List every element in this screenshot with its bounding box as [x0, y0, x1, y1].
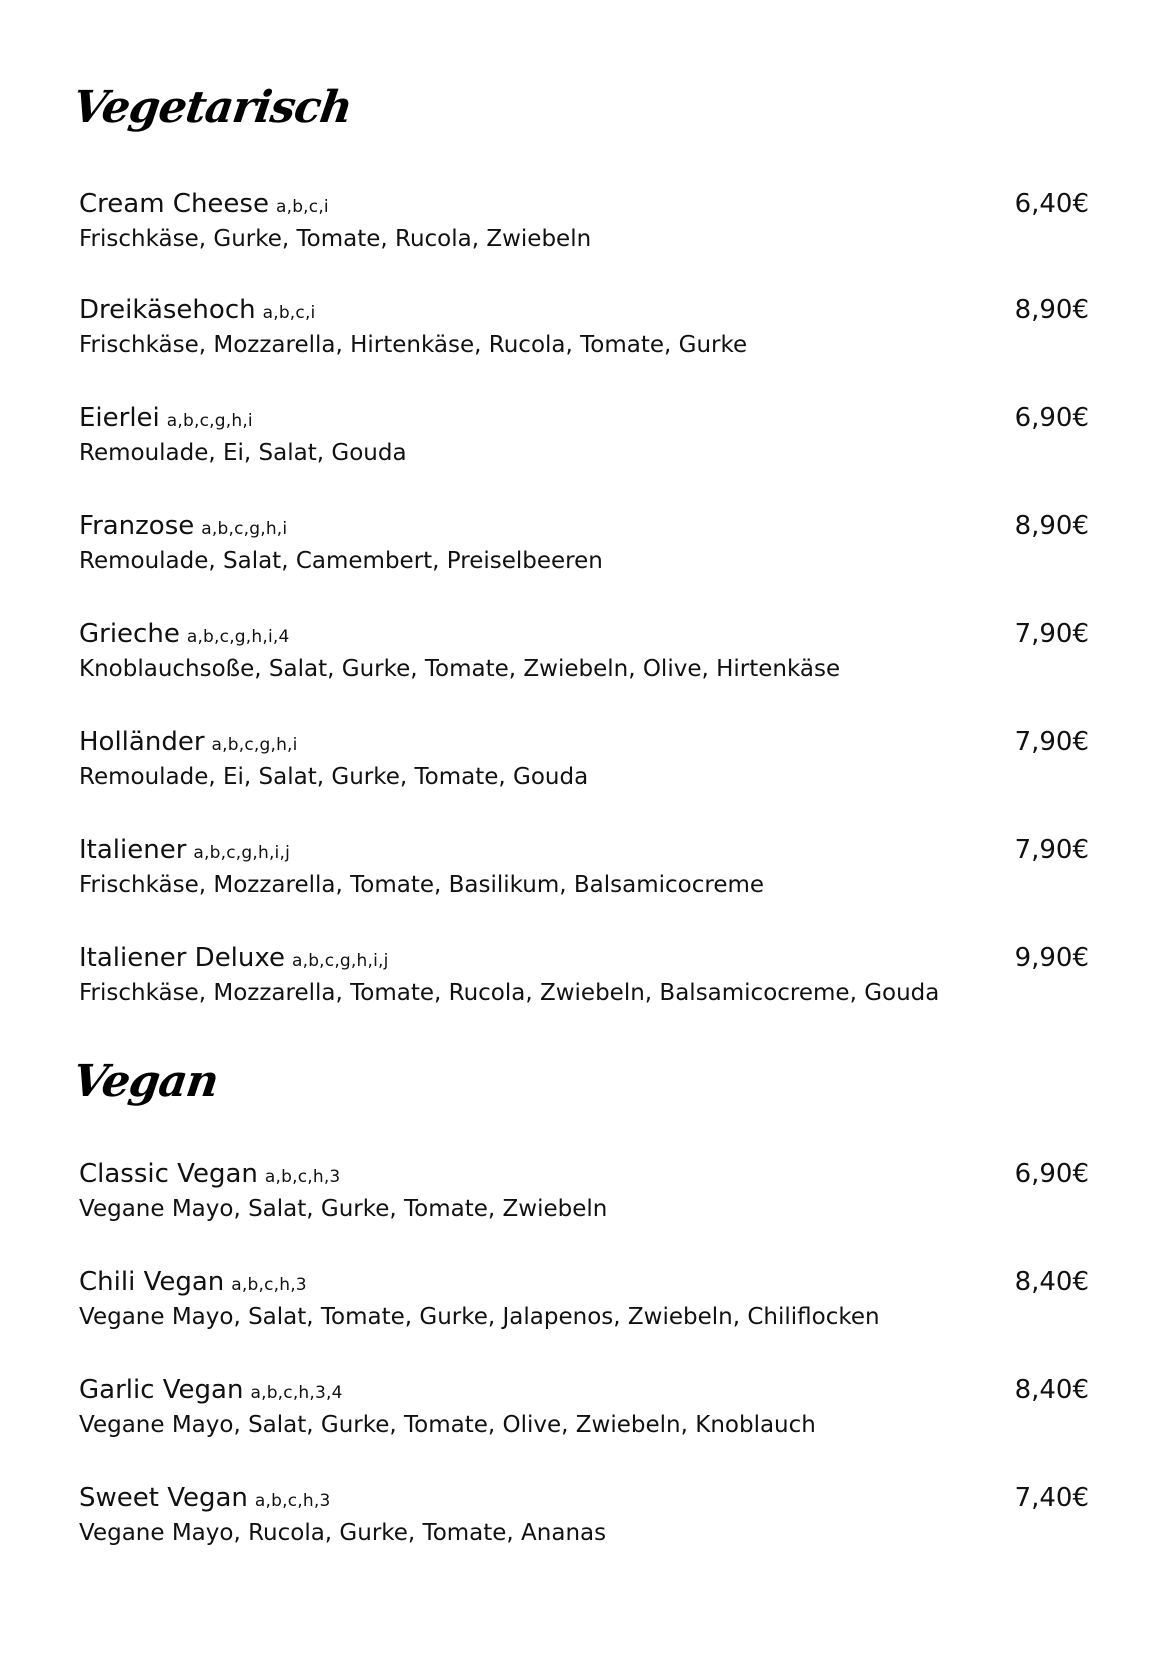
menu-item-garlic-vegan: [79, 1374, 1089, 1444]
item-name: Sweet Vegan: [79, 1483, 248, 1513]
allergen-codes: a,b,c,h,3: [231, 1275, 307, 1295]
menu-item-chili-vegan: [79, 1266, 1089, 1336]
item-name: Chili Vegan: [79, 1267, 225, 1297]
item-name: Italiener: [79, 835, 187, 865]
item-name: Garlic Vegan: [79, 1375, 244, 1405]
item-title-line: [79, 1374, 343, 1409]
section-title-vegan: Vegan: [69, 1056, 222, 1107]
item-price: 7,90€: [1014, 619, 1089, 649]
allergen-codes: a,b,c,h,3,4: [250, 1383, 343, 1403]
menu-item-italiener: [79, 834, 1089, 904]
item-description: Remoulade, Salat, Camembert, Preiselbeeren: [79, 548, 603, 574]
item-name: Franzose: [79, 511, 195, 541]
item-title-line: [79, 726, 298, 761]
item-description: Remoulade, Ei, Salat, Gurke, Tomate, Gouda: [79, 764, 589, 790]
menu-item-grieche: [79, 618, 1089, 688]
allergen-codes: a,b,c,g,h,i: [211, 735, 298, 755]
item-name: Eierlei: [79, 403, 160, 433]
item-price: 8,90€: [1014, 511, 1089, 541]
item-description: Vegane Mayo, Salat, Gurke, Tomate, Olive, Zwiebeln, Knoblauch: [79, 1412, 816, 1438]
item-description: Frischkäse, Mozzarella, Hirtenkäse, Rucola, Tomate, Gurke: [79, 332, 748, 358]
item-title-line: [79, 402, 253, 437]
item-description: Vegane Mayo, Salat, Tomate, Gurke, Jalapenos, Zwiebeln, Chiliflocken: [79, 1304, 880, 1330]
item-description: Knoblauchsoße, Salat, Gurke, Tomate, Zwiebeln, Olive, Hirtenkäse: [79, 656, 841, 682]
item-price: 9,90€: [1014, 943, 1089, 973]
allergen-codes: a,b,c,g,h,i,4: [186, 627, 290, 647]
item-description: Frischkäse, Gurke, Tomate, Rucola, Zwiebeln: [79, 226, 592, 252]
item-name: Italiener Deluxe: [79, 943, 285, 973]
item-name: Cream Cheese: [79, 189, 269, 219]
item-name: Classic Vegan: [79, 1159, 258, 1189]
item-price: 8,90€: [1014, 295, 1089, 325]
item-title-line: [79, 1158, 340, 1193]
item-description: Remoulade, Ei, Salat, Gouda: [79, 440, 407, 466]
item-description: Frischkäse, Mozzarella, Tomate, Rucola, Zwiebeln, Balsamicocreme, Gouda: [79, 980, 940, 1006]
allergen-codes: a,b,c,h,3: [254, 1491, 331, 1511]
item-title-line: [79, 188, 329, 223]
item-price: 6,90€: [1014, 403, 1089, 433]
item-name: Dreikäsehoch: [79, 295, 256, 325]
section-title-vegetarisch: Vegetarisch: [69, 82, 355, 133]
item-price: 7,90€: [1014, 727, 1089, 757]
menu-item-franzose: [79, 510, 1089, 580]
allergen-codes: a,b,c,h,3: [264, 1167, 341, 1187]
item-price: 6,40€: [1014, 189, 1089, 219]
item-description: Frischkäse, Mozzarella, Tomate, Basilikum, Balsamicocreme: [79, 872, 765, 898]
menu-item-italiener-deluxe: [79, 942, 1089, 1012]
allergen-codes: a,b,c,g,h,i,j: [193, 843, 290, 863]
allergen-codes: a,b,c,i: [275, 197, 329, 217]
menu-item-cream-cheese: [79, 188, 1089, 258]
item-price: 7,90€: [1014, 835, 1089, 865]
allergen-codes: a,b,c,i: [262, 303, 316, 323]
item-description: Vegane Mayo, Rucola, Gurke, Tomate, Ananas: [79, 1520, 607, 1546]
item-name: Holländer: [79, 727, 205, 757]
item-title-line: [79, 1266, 307, 1301]
item-title-line: [79, 618, 290, 653]
item-title-line: [79, 1482, 330, 1517]
item-title-line: [79, 942, 389, 977]
item-title-line: [79, 834, 290, 869]
item-price: 8,40€: [1014, 1267, 1089, 1297]
menu-item-sweet-vegan: [79, 1482, 1089, 1552]
allergen-codes: a,b,c,g,h,i,j: [291, 951, 389, 971]
item-title-line: [79, 510, 287, 545]
item-title-line: [79, 294, 315, 329]
item-price: 7,40€: [1014, 1483, 1089, 1513]
menu-item-dreikasehoch: [79, 294, 1089, 364]
allergen-codes: a,b,c,g,h,i: [166, 411, 253, 431]
item-price: 6,90€: [1014, 1159, 1089, 1189]
allergen-codes: a,b,c,g,h,i: [201, 519, 288, 539]
menu-item-classic-vegan: [79, 1158, 1089, 1228]
item-description: Vegane Mayo, Salat, Gurke, Tomate, Zwiebeln: [79, 1196, 608, 1222]
item-price: 8,40€: [1014, 1375, 1089, 1405]
item-name: Grieche: [79, 619, 180, 649]
menu-item-eierlei: [79, 402, 1089, 472]
menu-item-hollander: [79, 726, 1089, 796]
